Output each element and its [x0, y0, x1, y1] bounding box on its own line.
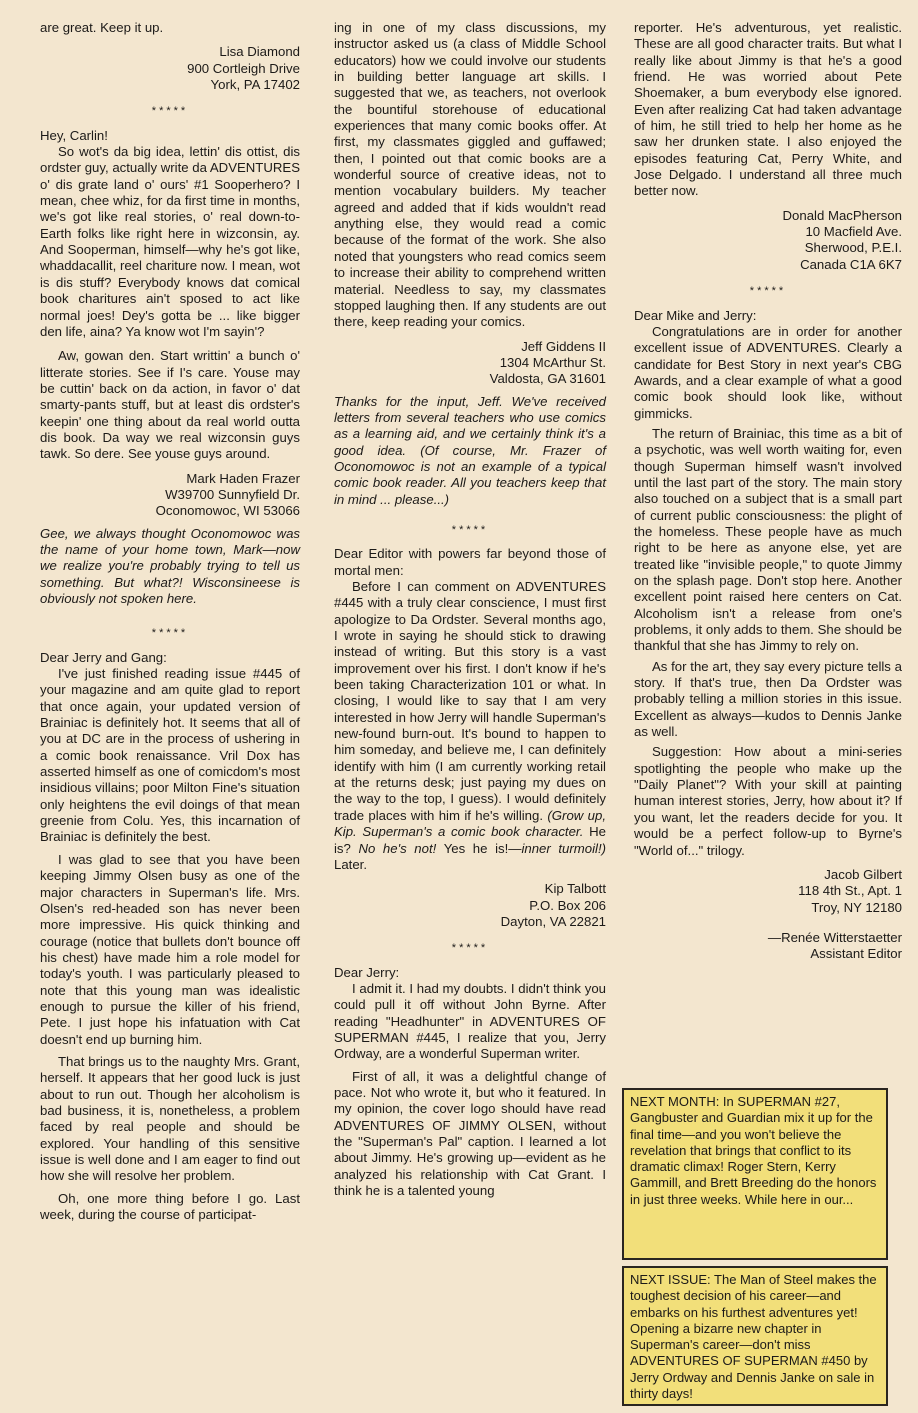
signature-city: Valdosta, GA 31601	[489, 371, 606, 387]
signature-address: P.O. Box 206	[529, 897, 606, 913]
letter-paragraph: Oh, one more thing before I go. Last week, during the course of participat-	[40, 1190, 300, 1223]
salutation: Hey, Carlin!	[40, 127, 108, 143]
signature-name: Jacob Gilbert	[824, 866, 902, 882]
letter-paragraph: I was glad to see that you have been keeping Jimmy Olsen busy as one of the major characters in Superman's life. Mrs. Olsen's red-headed son has never been more impressive. His quick thinking and courage (notice that bullets don't bounce off his chest) have made him a role model for today's youth. I was particularly pleased to note that this young man was idealistic enough to pursue the killer of his friend, Pete. I just hope his infatuation with Cat doesn't end up burning him.	[40, 851, 300, 1047]
letter-paragraph: Suggestion: How about a mini-series spotlighting the people who make up the "Daily Planet"? With your skill at painting human interest stories, Jerry, how about it? If you want, let the readers decide for you. It would be a perfect follow-up to Byrne's "World of..." trilogy.	[634, 744, 902, 858]
letter-text: Yes he is!	[443, 840, 509, 856]
letter-paragraph: That brings us to the naughty Mrs. Grant, herself. It appears that her good luck is just about to run out. Though her alcoholism is bad business, it is, nonetheless, a problem faced by real people and should be explored. Your handling of this sensitive issue is well done and I am eager to find out how she will resolve her problem.	[40, 1053, 300, 1184]
editor-reply: Gee, we always thought Oconomowoc was the name of your home town, Mark—now we realize you're probably trying to tell us something. But what?! Wisconsineese is obviously not spoken here.	[40, 525, 300, 606]
column-middle	[334, 20, 606, 1199]
letter-paragraph: Congratulations are in order for another excellent issue of ADVENTURES. Clearly a candidate for Best Story in next year's CBG Awards, and a clear example of what a good comic book should look like, without gimmicks.	[634, 323, 902, 421]
inner-voice-text: —inner turmoil!)	[508, 840, 607, 856]
signature-kip-talbott	[334, 881, 606, 930]
divider-stars: *****	[451, 523, 489, 536]
salutation: Dear Editor with powers far beyond those of mortal men:	[334, 546, 606, 578]
signature-donald-macpherson	[634, 208, 902, 273]
letter-paragraph: I've just finished reading issue #445 of your magazine and am quite glad to report that once again, your updated version of Brainiac is definitely hot. It seems that all of you at DC are in the process of ushering in a comic book renaissance. Vril Dox has asserted himself as one of comicdom's most insidious villains; poor Milton Fine's situation only heightens the evil doings of that mean greenie from Colu. Yes, this incarnation of Brainiac is definitely the best.	[40, 666, 300, 845]
next-issue-text: NEXT ISSUE: The Man of Steel makes the toughest decision of his career—and embarks on his furthest adventures yet! Opening a bizarre new chapter in Superman's career—don't miss ADVENTURES OF SUPERMAN #450 by Jerry Ordway and Dennis Janke on sale in thirty days!	[630, 1272, 877, 1402]
column-right	[634, 20, 902, 969]
editor-signature	[634, 930, 902, 963]
signature-name: Kip Talbott	[544, 881, 606, 897]
signature-address: 900 Cortleigh Drive	[187, 60, 300, 76]
signature-address: 10 Macfield Ave.	[805, 224, 902, 240]
signature-city: York, PA 17402	[210, 77, 300, 93]
divider-stars: *****	[151, 627, 189, 640]
inner-voice-text: (Grow up, Kip. Superman's a comic book character.	[334, 807, 607, 840]
signature-address: 1304 McArthur St.	[499, 354, 606, 370]
signature-city: Sherwood, P.E.I.	[804, 240, 902, 256]
letter-paragraph: First of all, it was a delightful change of pace. Not who wrote it, but who it featured. In my opinion, the cover logo should have read ADVENTURES OF JIMMY OLSEN, without the "Superman's Pal" caption. I learned a lot about Jimmy. He's growing up—evident as he analyzed his relationship with Cat Grant. I think he is a talented young	[334, 1068, 606, 1199]
salutation: Dear Mike and Jerry:	[634, 307, 757, 323]
letter-text: He is?	[334, 824, 606, 856]
signature-name: Donald MacPherson	[782, 207, 902, 223]
signature-city: Troy, NY 12180	[811, 899, 902, 915]
signature-name: Jeff Giddens II	[521, 338, 606, 354]
salutation: Dear Jerry:	[334, 964, 400, 980]
divider-stars: *****	[451, 942, 489, 955]
editor-reply: Thanks for the input, Jeff. We've received letters from several teachers who use comics as a learning aid, and we certainly think it's a good idea. (Of course, Mr. Frazer of Oconomowoc is not an example of a typical comic book reader. All you teachers keep that in mind ... please...)	[334, 393, 606, 507]
next-issue-box	[622, 1266, 888, 1406]
signature-jeff-giddens	[334, 339, 606, 388]
signature-name: Mark Haden Frazer	[186, 470, 300, 486]
letter-paragraph	[334, 579, 606, 873]
divider-stars: *****	[151, 105, 189, 118]
signature-lisa-diamond	[40, 44, 300, 93]
next-month-box	[622, 1088, 888, 1260]
signature-name: Lisa Diamond	[219, 44, 300, 60]
inner-voice-text: No he's not!	[358, 840, 437, 856]
letter-paragraph: reporter. He's adventurous, yet realistic. These are all good character traits. But what I really like about Jimmy is that he's a good friend. He was worried about Pete Shoemaker, a bum everybody else ignored. Even after realizing Cat had taken advantage of him, he still tried to help her home as he saw her drunken state. I also enjoyed the episodes featuring Cat, Perry White, and Jose Delgado. I understand all three much better now.	[634, 20, 902, 199]
signature-jacob-gilbert	[634, 867, 902, 916]
letter-paragraph: ing in one of my class discussions, my instructor asked us (a class of Middle School educators) how we could involve our students in building better language art skills. I suggested that we, as teachers, not overlook the bountiful storehouse of educational experiences that many comic books offer. At first, my classmates giggled and guffawed; then, I pointed out that comic books are a wonderful source of creative ideas, not to mention vocabulary builders. My teacher agreed and added that if kids wouldn't read anything else, they would read a comic because of the format of the work. She also noted that youngsters who read comics seem to increase their ability to comprehend written material. Needless to say, my classmates stopped laughing then. If any students are out there, keep reading your comics.	[334, 20, 606, 330]
letter-paragraph: Aw, gowan den. Start writtin' a bunch o' litterate stories. See if I's care. Youse may be cuttin' back on da action, in favor o' dat smarty-pants stuff, but at least dis ordster's keepin' one thing about da real world outta dis book. Da way we real wizconsin guys tawk. So dere. See youse guys around.	[40, 348, 300, 462]
next-month-text: NEXT MONTH: In SUPERMAN #27, Gangbuster and Guardian mix it up for the final time—and you won't believe the revelation that brings that conflict to its dramatic climax! Roger Stern, Kerry Gammill, and Brett Breeding do the honors in just three weeks. While here in our...	[630, 1094, 877, 1207]
letter-paragraph: The return of Brainiac, this time as a bit of a psychotic, was well worth waiting for, even though Superman himself wasn't involved until the last part of the story. The main story also touched on a subject that is a small part of current public consciousness: the plight of the homeless. These people have as much right to be here as anyone else, yet are treated like "invisible people," to quote Jimmy on the splash page. Don't stop here. Another excellent point raised here centers on Cat. Alcoholism isn't a release from one's problems, it only adds to them. She should be thankful that she has Jimmy to rely on.	[634, 425, 902, 654]
letter-text: are great. Keep it up.	[40, 20, 164, 35]
letter-text: Later.	[334, 856, 367, 872]
signature-country: Canada C1A 6K7	[800, 256, 902, 272]
salutation: Dear Jerry and Gang:	[40, 649, 167, 665]
editor-name: —Renée Witterstaetter	[767, 929, 902, 945]
letter-paragraph: So wot's da big idea, lettin' dis ottist, dis ordster guy, actually write da ADVENTURES o' dis grate land o' ours' #1 Sooperhero? I mean, chee whiz, for da first time in months, we's got like real stories, o' real down-to-Earth folks like right here in wizconsin, ay. And Sooperman, himself—why he's got like, whaddacallit, reel chariture now. I mean, wot is dis stuff? Everybody knows dat comical book charitures ain't sposed to act like normal joes! Dey's gotta be ... like bigger den life, aina? Ya know wot I'm sayin'?	[40, 144, 300, 339]
signature-address: 118 4th St., Apt. 1	[798, 883, 902, 899]
signature-city: Dayton, VA 22821	[500, 913, 606, 929]
signature-city: Oconomowoc, WI 53066	[155, 503, 300, 519]
letter-paragraph: As for the art, they say every picture tells a story. If that's true, then Da Ordster was probably telling a million stories in this issue. Excellent as always—kudos to Dennis Janke as well.	[634, 658, 902, 740]
editor-title: Assistant Editor	[810, 946, 902, 962]
column-left	[40, 20, 300, 1223]
letter-paragraph: I admit it. I had my doubts. I didn't think you could pull it off without John Byrne. After reading "Headhunter" in ADVENTURES OF SUPERMAN #445, I realize that you, Jerry Ordway, are a wonderful Superman writer.	[334, 980, 606, 1062]
divider-stars: *****	[749, 285, 787, 298]
signature-mark-frazer	[40, 471, 300, 520]
signature-address: W39700 Sunnyfield Dr.	[165, 486, 300, 502]
letter-text: Before I can comment on ADVENTURES #445 with a truly clear conscience, I must first apologize to Da Ordster. Several months ago, I wrote in saying he should stick to drawing instead of writing. But this story is a vast improvement over his first. I don't know if he's been taking Characterization 101 or what. In closing, I would like to say that I am very interested in how Jerry will handle Superman's new-found burn-out. It's bound to happen to him someday, and believe me, I can definitely identify with him (I am currently working retail at the returns desk; just paying my dues on the way to the top, I guess). I would definitely trade places with him if he's willing.	[334, 579, 606, 823]
